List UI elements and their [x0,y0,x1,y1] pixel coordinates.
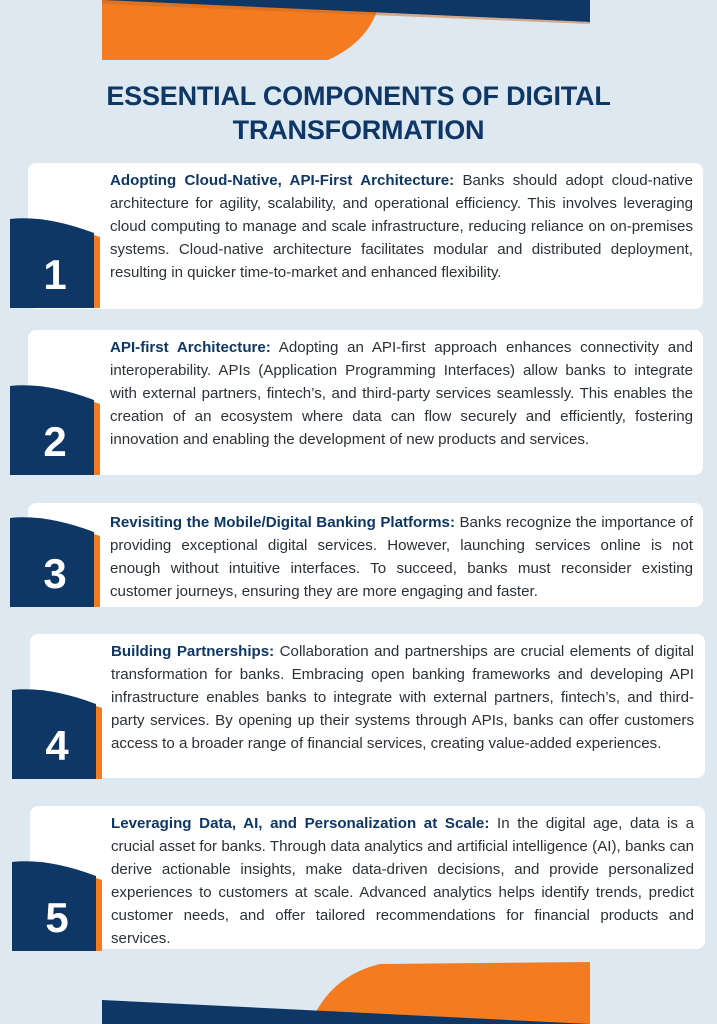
component-body-4: Collaboration and partnerships are crucial elements of digital transformation for banks. Embracing open banking frameworks and developing API infrastructure enables banks to integrate with external partners, fintech’s, and third-party services. By opening up their systems through APIs, banks can offer customers access to a broader range of financial services, creating value-added experiences. [111,643,694,752]
component-body-3: Banks recognize the importance of providing exceptional digital services. However, launching services online is not enough without intuitive interfaces. To succeed, banks must reconsider existing customer journeys, ensuring they are more engaging and faster. [110,514,694,600]
badge-number-1: 1 [43,251,67,298]
number-badge-3 [10,514,100,607]
component-heading-4: Building Partnerships: [111,643,275,660]
badge-number-2: 2 [43,418,67,465]
number-badge-2 [10,382,100,475]
number-badge-4 [12,686,102,779]
component-text-3 [110,511,693,603]
title-line-1: ESSENTIAL COMPONENTS OF DIGITAL [106,81,611,111]
number-badge-1 [10,215,100,308]
number-badge-5 [12,858,102,951]
component-body-1: Banks should adopt cloud-native architecture for agility, scalability, and operational efficiency. This involves leveraging cloud computing to manage and scale infrastructure, reducing reliance on on-premises systems. Cloud-native architecture facilitates modular and distributed deployment, resulting in quicker time-to-market and enhanced flexibility. [110,172,693,281]
component-body-2: Adopting an API-first approach enhances connectivity and interoperability. APIs (Application Programming Interfaces) allow banks to integrate with external partners, fintech’s, and third-party services seamlessly. This enables the creation of an ecosystem where data can flow securely and efficiently, fostering innovation and enabling the development of new products and services. [110,339,693,448]
component-text-1 [110,169,693,284]
component-heading-3: Revisiting the Mobile/Digital Banking Platforms: [110,514,455,531]
component-text-4 [111,640,694,755]
top-decoration [0,0,717,62]
component-heading-5: Leveraging Data, AI, and Personalization at Scale: [111,815,490,832]
badge-number-4: 4 [45,722,69,769]
component-heading-1: Adopting Cloud-Native, API-First Architecture: [110,172,455,189]
badge-number-5: 5 [45,894,69,941]
component-heading-2: API-first Architecture: [110,339,271,356]
badge-number-3: 3 [43,550,67,597]
component-body-5: In the digital age, data is a crucial asset for banks. Through data analytics and artificial intelligence (AI), banks can derive actionable insights, make data-driven decisions, and provide personalized experiences to customers at scale. Advanced analytics helps identify trends, predict customer needs, and offer tailored recommendations for financial products and services. [111,815,694,947]
title-line-2: TRANSFORMATION [232,115,485,145]
page-title [0,79,717,147]
component-text-5 [111,812,694,950]
component-text-2 [110,336,693,451]
bottom-decoration [0,962,717,1024]
